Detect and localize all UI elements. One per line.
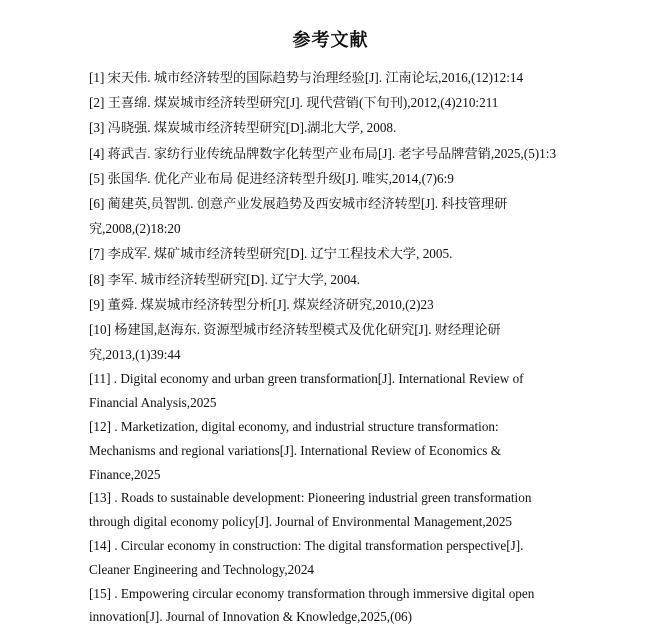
reference-line: innovation[J]. Journal of Innovation & Knowledge,2025,(06) — [89, 609, 413, 625]
reference-entry — [89, 486, 559, 534]
reference-line: [3] 冯晓强. 煤炭城市经济转型研究[D].湖北大学, 2008. — [89, 120, 397, 136]
reference-line: Mechanisms and regional variations[J]. International Review of Economics & — [89, 442, 501, 458]
reference-line: [6] 蔺建英,员智凯. 创意产业发展趋势及西安城市经济转型[J]. 科技管理研 — [89, 196, 508, 212]
reference-line: 究,2008,(2)18:20 — [89, 221, 181, 237]
reference-entry — [89, 90, 559, 115]
reference-line: [7] 李成军. 煤矿城市经济转型研究[D]. 辽宁工程技术大学, 2005. — [89, 246, 453, 262]
reference-entry — [89, 267, 559, 292]
reference-entry — [89, 141, 559, 166]
reference-line: [15] . Empowering circular economy transformation through immersive digital open — [89, 585, 535, 601]
reference-line: [14] . Circular economy in construction: The digital transformation perspective[J]. — [89, 538, 524, 554]
page-title: 参考文献 — [292, 30, 369, 51]
reference-line: Cleaner Engineering and Technology,2024 — [89, 561, 315, 577]
reference-line: [2] 王喜绵. 煤炭城市经济转型研究[J]. 现代营销(下旬刊),2012,(4)210:211 — [89, 95, 499, 111]
reference-line: through digital economy policy[J]. Journal of Environmental Management,2025 — [89, 514, 513, 530]
reference-line: [1] 宋天伟. 城市经济转型的国际趋势与治理经验[J]. 江南论坛,2016,(12)12:14 — [89, 70, 524, 85]
reference-line: Finance,2025 — [89, 466, 161, 482]
reference-line: Financial Analysis,2025 — [89, 395, 217, 411]
reference-entry — [89, 65, 559, 90]
reference-entry — [89, 166, 559, 191]
reference-line: [4] 蒋武吉. 家纺行业传统品牌数字化转型产业布局[J]. 老字号品牌营销,2025,(5)1:3 — [89, 145, 557, 161]
reference-line: [9] 董舜. 煤炭城市经济转型分析[J]. 煤炭经济研究,2010,(2)23 — [89, 296, 434, 312]
reference-line: [13] . Roads to sustainable development: Pioneering industrial green transformation — [89, 490, 532, 506]
reference-entry — [89, 582, 559, 630]
reference-line: [5] 张国华. 优化产业布局 促进经济转型升级[J]. 唯实,2014,(7)6:9 — [89, 170, 454, 186]
reference-entry — [89, 241, 559, 266]
reference-entry — [89, 115, 559, 140]
reference-entry — [89, 534, 559, 582]
reference-line: [10] 杨建国,赵海东. 资源型城市经济转型模式及优化研究[J]. 财经理论研 — [89, 322, 501, 338]
reference-entry — [89, 292, 559, 317]
reference-entry — [89, 415, 559, 486]
reference-entry — [89, 191, 559, 241]
reference-line: [11] . Digital economy and urban green transformation[J]. International Review of — [89, 371, 524, 387]
reference-line: 究,2013,(1)39:44 — [89, 347, 181, 363]
reference-list — [89, 65, 559, 629]
reference-entry — [89, 317, 559, 367]
reference-entry — [89, 367, 559, 415]
reference-line: [8] 李军. 城市经济转型研究[D]. 辽宁大学, 2004. — [89, 271, 361, 287]
reference-line: [12] . Marketization, digital economy, and industrial structure transformation: — [89, 419, 499, 435]
